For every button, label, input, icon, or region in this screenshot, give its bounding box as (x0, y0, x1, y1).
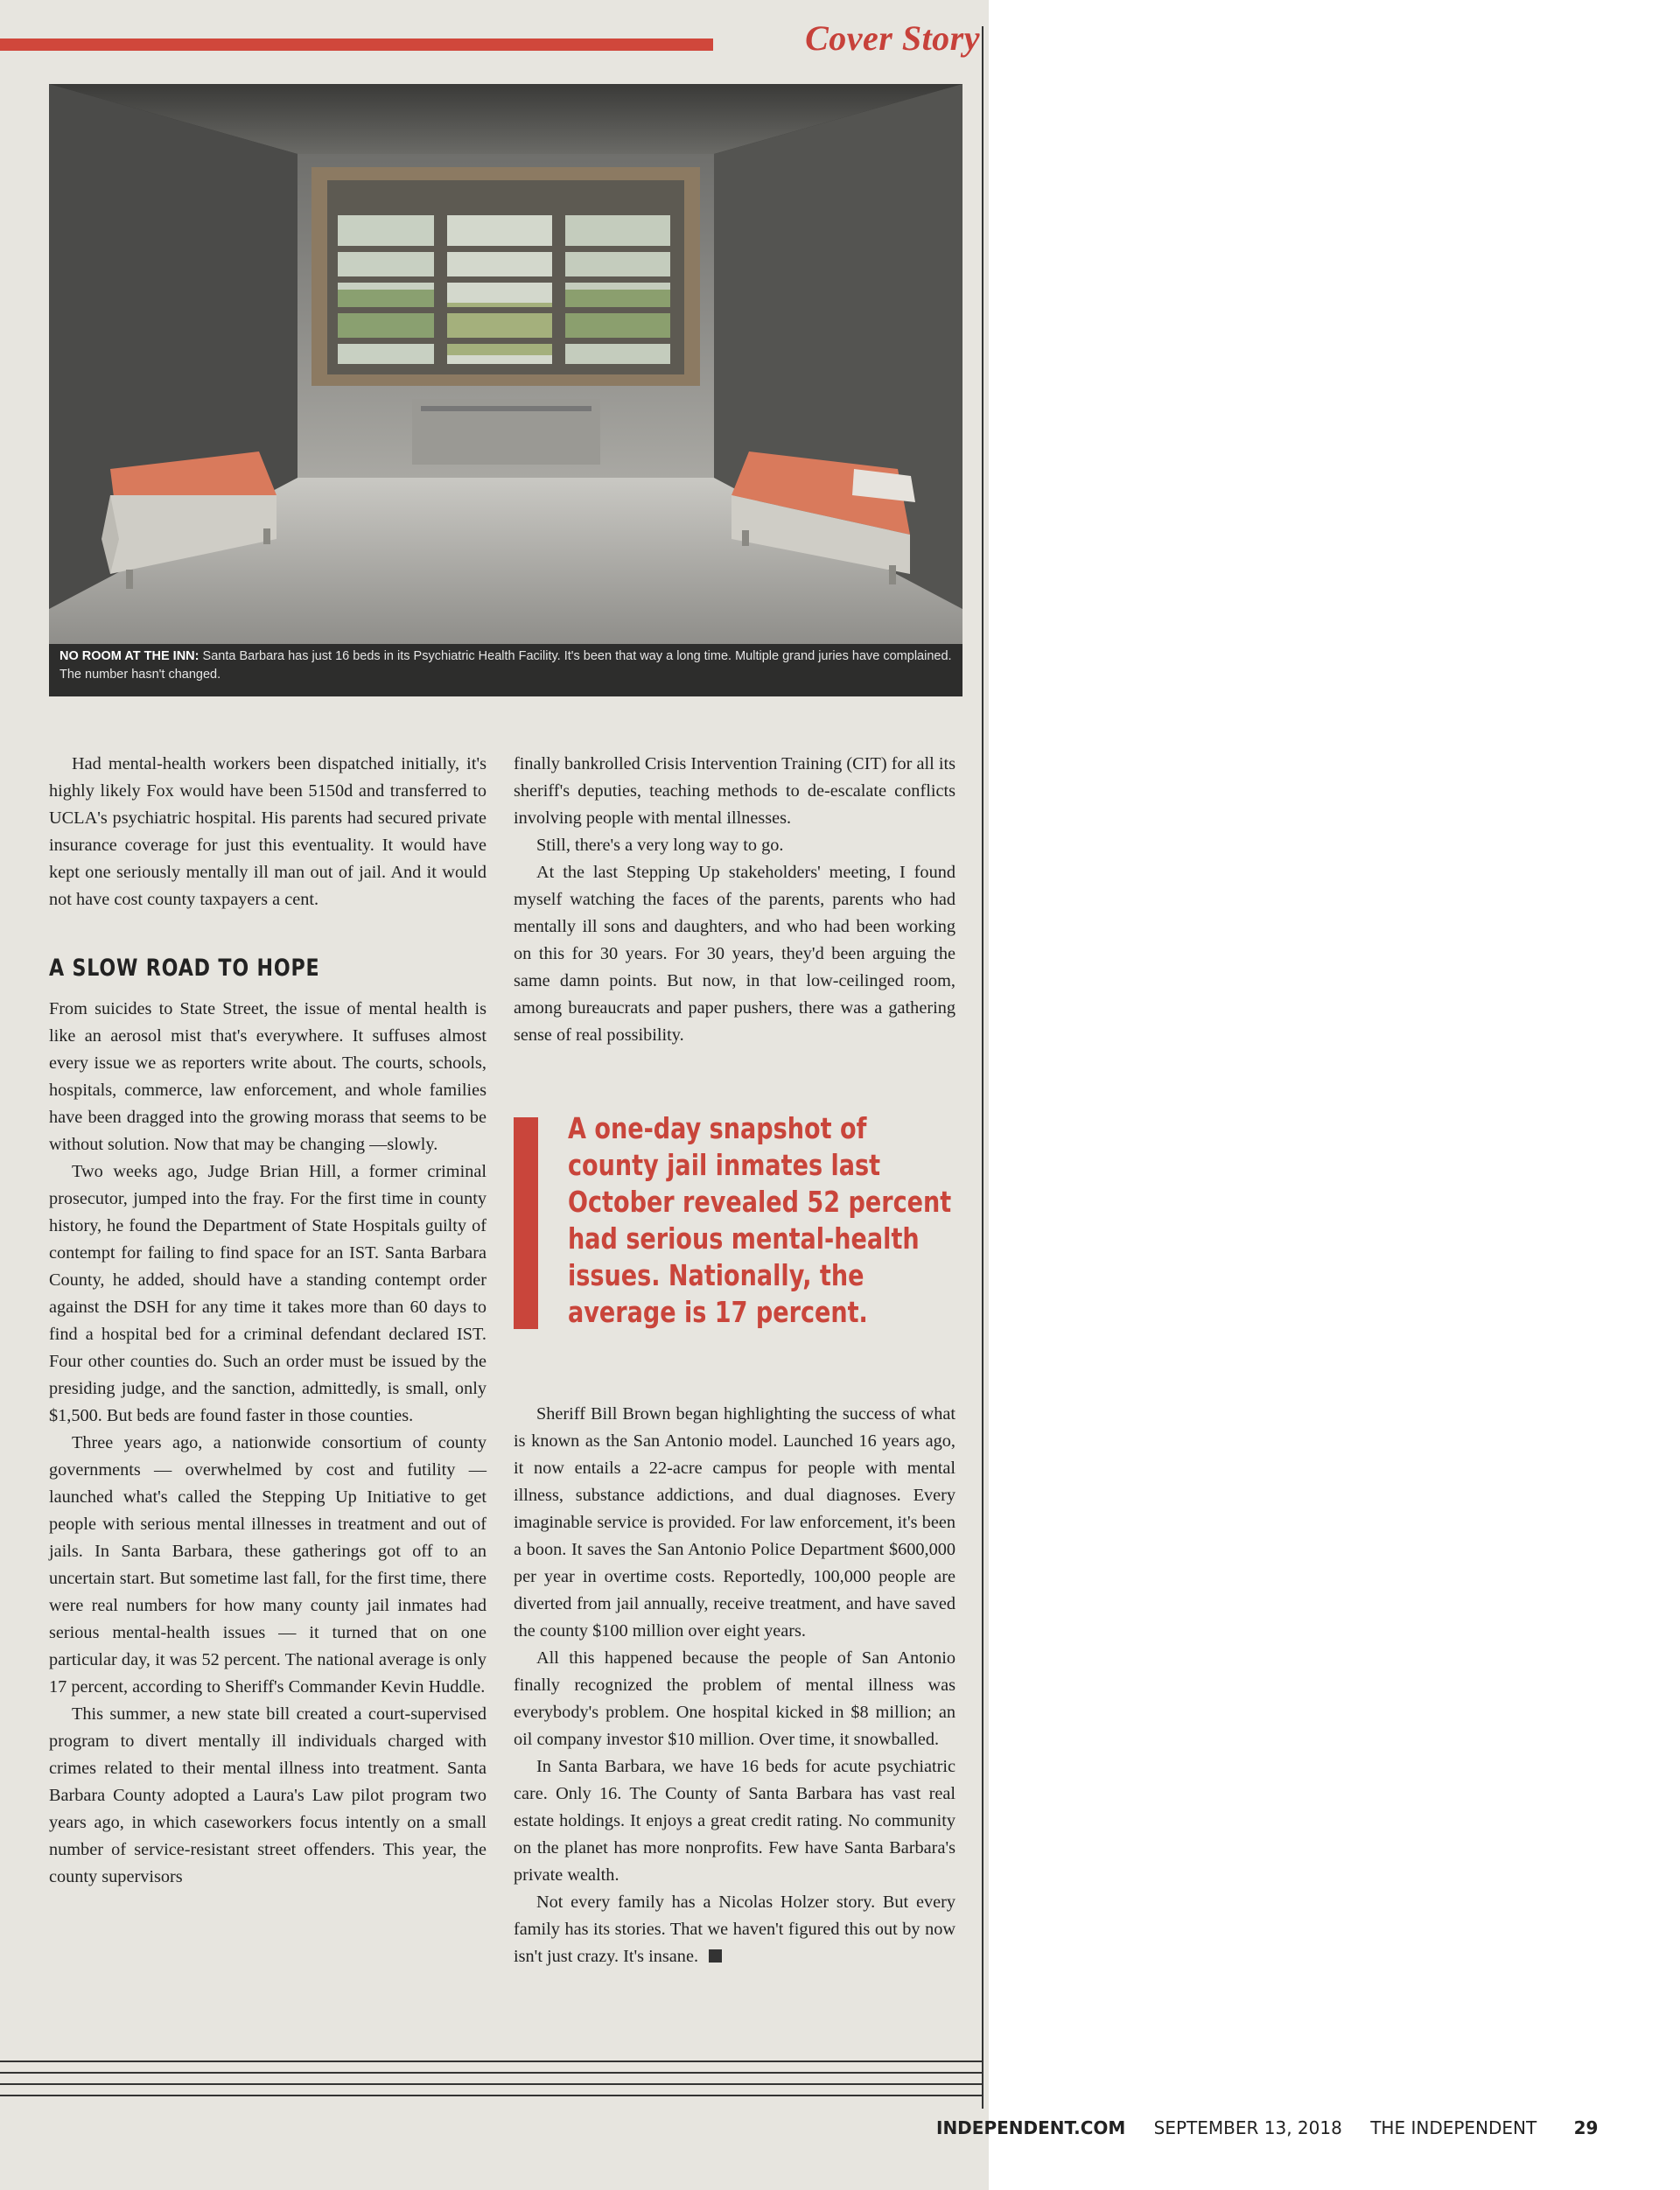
page-number: 29 (1573, 2117, 1599, 2138)
page-footer (936, 2117, 1636, 2138)
footer-rule (0, 2061, 984, 2062)
paragraph: All this happened because the people of San Antonio finally recognized the problem of mental illness was everybody's problem. One hospital kicked in $8 million; an oil company investor $10 million. Over time, it snowballed. (514, 1648, 956, 1749)
subheading: A SLOW ROAD TO HOPE (49, 955, 320, 982)
paragraph-final (514, 1889, 956, 1970)
article-column-left (49, 751, 486, 1891)
footer-publication: THE INDEPENDENT (1370, 2117, 1537, 2138)
pull-quote-bar (514, 1117, 538, 1329)
pull-quote-text: A one-day snapshot of county jail inmates last October revealed 52 percent had serious mental-health issues. Nationally, the average is 17 percent. (568, 1111, 952, 1329)
paragraph: finally bankrolled Crisis Intervention Training (CIT) for all its sheriff's deputies, teaching methods to de-escalate conflicts involving people with mental illnesses. (514, 754, 956, 828)
final-paragraph-text: Not every family has a Nicolas Holzer story. But every family has its stories. That we haven't figured this out by now isn't just crazy. It's insane. (514, 1893, 956, 1966)
paragraph: Two weeks ago, Judge Brian Hill, a former criminal prosecutor, jumped into the fray. For the first time in county history, he found the Department of State Hospitals guilty of contempt for failing to find space for an IST. Santa Barbara County, he added, should have a standing contempt order against the DSH for any time it takes more than 60 days to find a hospital bed for a criminal defendant declared IST. Four other counties do. Such an order must be issued by the presiding judge, and the sanction, admittedly, is small, only $1,500. But beds are found faster in those counties. (49, 1162, 486, 1425)
article-column-right (514, 751, 956, 1970)
footer-rule (0, 2072, 984, 2074)
paragraph: This summer, a new state bill created a court-supervised program to divert mentally ill individuals charged with crimes related to their mental illness into treatment. Santa Barbara County adopted a Laura's Law pilot program two years ago, in which caseworkers focus intently on a small number of service-resistant street offenders. This year, the county supervisors (49, 1704, 486, 1886)
pull-quote (514, 1110, 956, 1331)
footer-site[interactable]: INDEPENDENT.COM (936, 2117, 1126, 2138)
page-edge-rule (982, 26, 984, 2109)
paragraph: At the last Stepping Up stakeholders' meeting, I found myself watching the faces of the parents, parents who had mentally ill sons and daughters, and who had been working on this for 30 years. For 30 years, they'd been arguing the same damn points. But now, in that low-ceilinged room, among bureaucrats and paper pushers, there was a gathering sense of real possibility. (514, 863, 956, 1045)
section-title: Cover Story (805, 18, 980, 58)
psychiatric-room-photo (49, 84, 962, 696)
footer-rule (0, 2083, 984, 2085)
section-rule (0, 38, 713, 51)
paragraph: Three years ago, a nationwide consortium of county governments — overwhelmed by cost and futility — launched what's called the Stepping Up Initiative to get people with serious mental illnesses in treatment and out of jails. In Santa Barbara, these gatherings got off to an uncertain start. But sometime last fall, for the first time, there were real numbers for how many county jail inmates had serious mental-health issues — it turned that on one particular day, it was 52 percent. The national average is only 17 percent, according to Sheriff's Commander Kevin Huddle. (49, 1433, 486, 1697)
footer-rule (0, 2095, 984, 2096)
paragraph: Sheriff Bill Brown began highlighting the success of what is known as the San Antonio model. Launched 16 years ago, it now entails a 22-acre campus for people with mental illness, substance addictions, and dual diagnoses. Every imaginable service is provided. For law enforcement, it's been a boon. It saves the San Antonio Police Department $600,000 per year in overtime costs. Reportedly, 100,000 people are diverted from jail annually, receive treatment, and have saved the county $100 million over eight years. (514, 1404, 956, 1641)
paragraph: Had mental-health workers been dispatched initially, it's highly likely Fox would have been 5150d and transferred to UCLA's psychiatric hospital. His parents had secured private insurance coverage for just this eventuality. It would have kept one seriously mentally ill man out of jail. And it would not have cost county taxpayers a cent. (49, 754, 486, 909)
end-mark-icon (709, 1949, 722, 1963)
caption-lead: NO ROOM AT THE INN: (60, 649, 200, 663)
paragraph: Still, there's a very long way to go. (536, 836, 784, 855)
caption-text: Santa Barbara has just 16 beds in its Psychiatric Health Facility. It's been that way a long time. Multiple grand juries have complained. The number hasn't changed. (60, 649, 952, 682)
paragraph: In Santa Barbara, we have 16 beds for acute psychiatric care. Only 16. The County of Santa Barbara has vast real estate holdings. It enjoys a great credit rating. No community on the planet has more nonprofits. Few have Santa Barbara's private wealth. (514, 1757, 956, 1885)
paragraph: From suicides to State Street, the issue of mental health is like an aerosol mist that's everywhere. It suffuses almost every issue we as reporters write about. The courts, schools, hospitals, commerce, law enforcement, and whole families have been dragged into the growing morass that seems to be without solution. Now that may be changing —slowly. (49, 999, 486, 1154)
article-photo (49, 84, 962, 696)
photo-caption (60, 647, 952, 684)
footer-date: SEPTEMBER 13, 2018 (1153, 2117, 1342, 2138)
